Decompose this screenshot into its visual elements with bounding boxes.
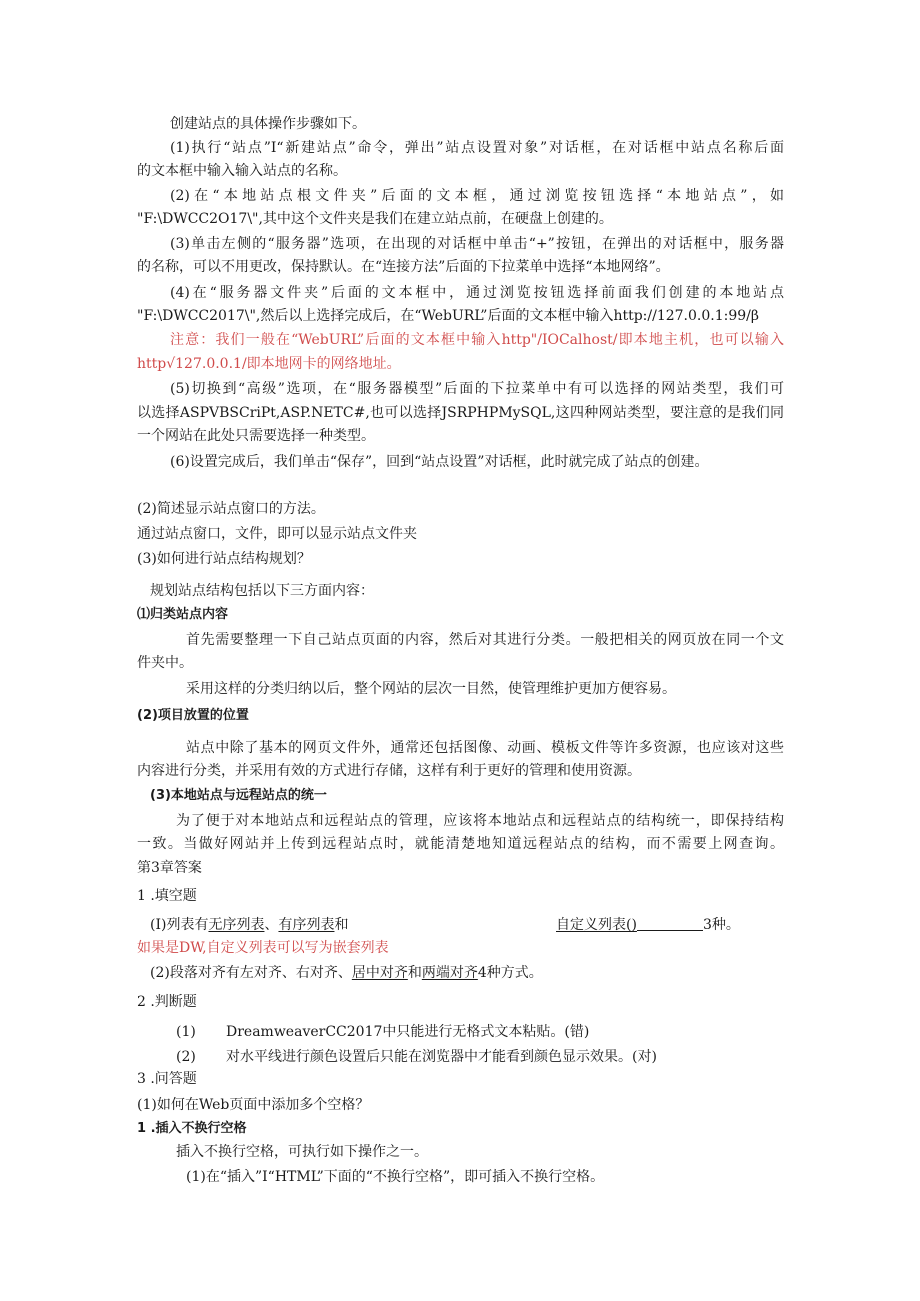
question-2: (2)简述显示站点窗口的方法。 [137,501,325,517]
fill-blank-2: (2)段落对齐有左对齐、右对齐、居中对齐和两端对齐4种方式。 [150,965,543,981]
heading-local-remote-unify: (3)本地站点与远程站点的统一 [150,788,327,803]
insert-nbsp-step-1: (1)在“插入”I“HTML”下面的“不换行空格”，即可插入不换行空格。 [186,1169,605,1185]
answer-center-align: 居中对齐 [351,965,408,981]
heading-classify-content: ⑴归类站点内容 [137,607,229,622]
step-5-line-1: (5)切换到“高级”选项，在“服务器模型”后面的下拉菜单中有可以选择的网站类型，我们可 [170,381,784,397]
answer-definition-list: 自定义列表() [556,917,637,933]
classify-para-2: 采用这样的分类归纳以后，整个网站的层次一目然，使管理维护更加方便容易。 [186,681,676,697]
answer-ordered-list: 有序列表 [278,917,335,933]
fill-blank-1: (I)列表有无序列表、有序列表和 [150,917,349,933]
step-3-line-2: 的名称，可以不用更改，保持默认。在“连接方法”后面的下拉菜单中选择“本地网络”。 [137,259,670,275]
judge-item-1-number: (1) [176,1024,196,1040]
section-qa: 3 .问答题 [137,1071,197,1087]
step-6-line: (6)设置完成后，我们单击“保存”，回到“站点设置”对话框，此时就完成了站点的创建。 [170,454,709,470]
question-3: (3)如何进行站点结构规划？ [137,551,311,567]
insert-nbsp-intro: 插入不换行空格，可执行如下操作之一。 [176,1144,428,1160]
answer-unordered-list: 无序列表 [208,917,265,933]
note-line-2: http√127.0.0.1/即本地网卡的网络地址。 [137,356,401,372]
fill-blank-note: 如果是DW,自定义列表可以写为嵌套列表 [137,940,389,956]
judge-item-2-number: (2) [176,1049,196,1065]
step-5-line-3: 一个网站在此处只需要选择一种类型。 [137,428,375,444]
unify-para-line-1: 为了便于对本地站点和远程站点的管理，应该将本地站点和远程站点的结构统一，即保持结构 [176,813,784,829]
judge-item-1-text: DreamweaverCC2017中只能进行无格式文本粘贴。(错) [226,1024,590,1040]
note-line-1: 注意：我们一般在“WebURL”后面的文本框中输入http"/IOCalhost/即本地主机，也可以输入 [170,332,784,348]
step-2-line-2: "F:\DWCC2O17\",其中这个文件夹是我们在建立站点前，在硬盘上创建的。 [137,211,613,227]
question-2-answer: 通过站点窗口，文件，即可以显示站点文件夹 [137,526,417,542]
step-4-line-1: (4)在“服务器文件夹”后面的文本框中，通过浏览按钮选择前面我们创建的本地站点 [170,285,784,301]
qa-question-1: (1)如何在Web页面中添加多个空格？ [137,1097,370,1113]
step-4-line-2: "F:\DWCC2017\",然后以上选择完成后，在“WebURL”后面的文本框中输入http://127.0.0.1:99/β [137,308,759,324]
chapter-3-answers: 第3章答案 [137,860,202,876]
step-5-line-2: 以选择ASPVBSCriPt,ASP.NETC#,也可以选择JSRPHPMySQL,这四种网站类型，要注意的是我们同 [137,405,784,421]
blank-line [637,916,703,931]
classify-para-line-1: 首先需要整理一下自己站点页面的内容，然后对其进行分类。一般把相关的网页放在同一个文 [186,632,784,648]
answer-justify-align: 两端对齐 [421,965,478,981]
judge-item-2-text: 对水平线进行颜色设置后只能在浏览器中才能看到颜色显示效果。(对) [226,1049,657,1065]
fill-blank-1-tail: 自定义列表() 3种。 [556,917,740,933]
question-3-intro: 规划站点结构包括以下三方面内容： [150,583,374,599]
unify-para-line-2: 一致。当做好网站并上传到远程站点时，就能清楚地知道远程站点的结构，而不需要上网查询。 [137,836,784,852]
heading-item-placement: (2)项目放置的位置 [137,708,249,723]
placement-para-line-2: 内容进行分类，并采用有效的方式进行存储，这样有利于更好的管理和使用资源。 [137,763,641,779]
intro-line: 创建站点的具体操作步骤如下。 [170,116,366,132]
step-1-line-2: 的文本框中输入输入站点的名称。 [137,163,347,179]
placement-para-line-1: 站点中除了基本的网页文件外，通常还包括图像、动画、模板文件等许多资源，也应该对这些 [186,740,784,756]
step-2-line-1: (2)在“本地站点根文件夹”后面的文本框，通过浏览按钮选择“本地站点”，如 [170,188,784,204]
section-fill-blank: 1 .填空题 [137,888,197,904]
step-1-line-1: (1)执行“站点”I“新建站点”命令，弹出”站点设置对象”对话框，在对话框中站点名称后面 [170,140,784,156]
classify-para-line-2: 件夹中。 [137,655,193,671]
section-true-false: 2 .判断题 [137,994,197,1010]
step-3-line-1: (3)单击左侧的“服务器”选项，在出现的对话框中单击“+”按钮，在弹出的对话框中，服务器 [170,236,784,252]
heading-insert-nbsp: 1 .插入不换行空格 [137,1121,247,1136]
